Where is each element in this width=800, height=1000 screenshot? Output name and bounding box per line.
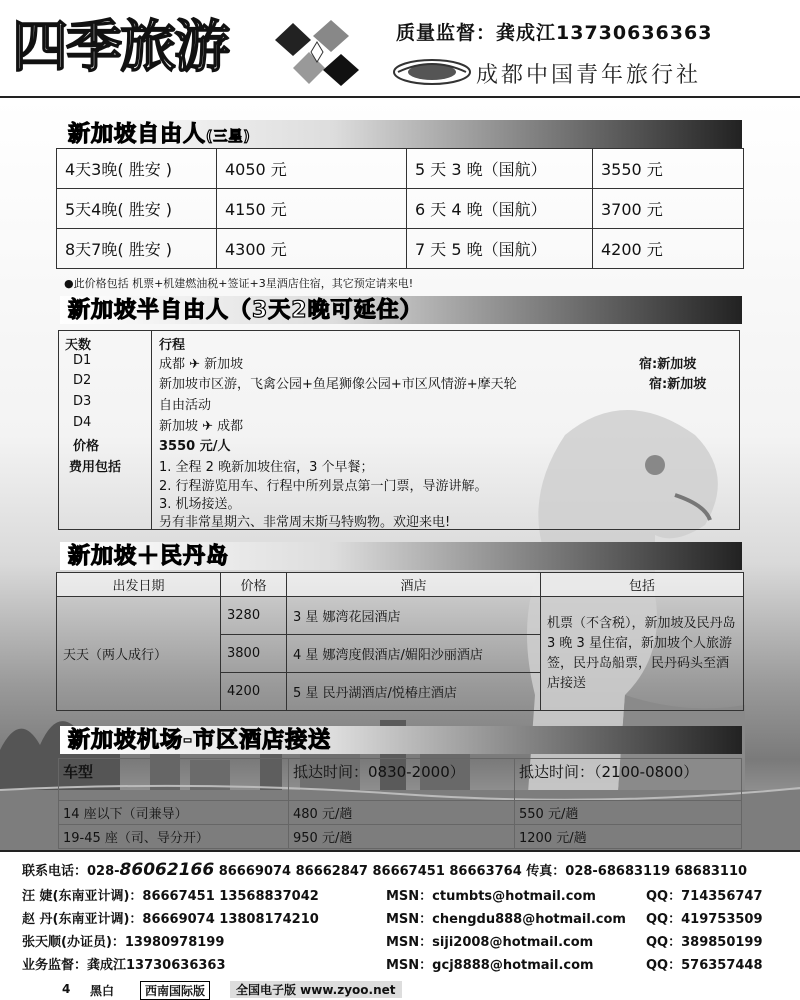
quality-supervisor: 质量监督：龚成江13730636363	[396, 22, 713, 44]
transfer-table	[58, 758, 742, 849]
color-label: 黑白	[90, 984, 115, 998]
table-cell: 4300 元	[217, 229, 407, 269]
section-title-transfer: 新加坡机场-市区酒店接送	[68, 728, 332, 753]
bintan-table	[56, 572, 744, 711]
agency-name: 成都中国青年旅行社	[476, 63, 702, 88]
table-cell: 4天3晚( 胜安 )	[57, 149, 217, 189]
contact-name: 赵 丹(东南亚计调)：86669074 13808174210	[22, 912, 319, 927]
column-header: 出发日期	[57, 573, 221, 597]
day-itinerary: 自由活动	[159, 398, 212, 413]
table-header-row	[59, 759, 742, 801]
phone-rest: 86669074 86662847 86667451 86663764 传真：028-68683119 68683110	[218, 864, 748, 879]
contact-name: 业务监督：龚成江13730636363	[22, 958, 226, 973]
days-header: 天数	[65, 338, 92, 353]
table-row	[57, 597, 744, 635]
free-tour-subtitle: (三星)	[206, 129, 251, 145]
page-header	[0, 0, 800, 98]
includes-label: 费用包括	[69, 460, 122, 475]
departure-date: 天天（两人成行）	[57, 597, 221, 711]
day-itinerary: 新加坡市区游，飞禽公园+鱼尾狮像公园+市区风情游+摩天轮	[159, 377, 517, 392]
contact-qq: QQ：419753509	[646, 912, 763, 927]
contact-msn: MSN：ctumbts@hotmail.com	[386, 889, 596, 904]
table-header-row	[57, 573, 744, 597]
table-cell: 550 元/趟	[515, 801, 742, 825]
table-cell: 5天4晚( 胜安 )	[57, 189, 217, 229]
column-divider	[151, 331, 152, 529]
includes-line: 另有非常星期六、非常周末斯马特购物。欢迎来电!	[159, 515, 451, 530]
price-value: 3550 元/人	[159, 439, 231, 454]
table-row	[59, 825, 742, 849]
table-cell: 4050 元	[217, 149, 407, 189]
section-title-semi-free: 新加坡半自由人（3天2晚可延住）	[68, 298, 423, 323]
day-label: D3	[73, 394, 92, 409]
table-row	[57, 189, 744, 229]
table-cell: 5 天 3 晚（国航）	[407, 149, 593, 189]
agency-logo-icon	[392, 58, 472, 86]
table-cell: 3550 元	[593, 149, 744, 189]
price-cell: 3800	[221, 635, 287, 673]
phone-main: 86062166	[119, 860, 215, 880]
free-tour-title: 新加坡自由人	[68, 122, 207, 147]
section-title-free-tour	[68, 117, 251, 148]
brand-title: 四季旅游	[12, 14, 228, 80]
day-itinerary: 成都 ✈ 新加坡	[159, 357, 244, 372]
table-cell: 8天7晚( 胜安 )	[57, 229, 217, 269]
column-header: 车型	[59, 759, 289, 801]
column-header: 包括	[541, 573, 744, 597]
table-row	[57, 149, 744, 189]
free-tour-price-table	[56, 148, 744, 269]
day-label: D1	[73, 353, 92, 368]
hotel-cell: 4 星 娜湾度假酒店/媚阳沙丽酒店	[287, 635, 541, 673]
contact-msn: MSN：siji2008@hotmail.com	[386, 935, 594, 950]
column-header: 抵达时间：0830-2000）	[289, 759, 515, 801]
semi-free-itinerary-box	[58, 330, 740, 530]
price-label: 价格	[73, 439, 100, 454]
section-title-bintan: 新加坡＋民丹岛	[68, 544, 230, 569]
table-cell: 14 座以下（司兼导）	[59, 801, 289, 825]
column-header: 酒店	[287, 573, 541, 597]
table-cell: 1200 元/趟	[515, 825, 742, 849]
day-stay: 宿:新加坡	[649, 377, 707, 392]
hotel-cell: 3 星 娜湾花园酒店	[287, 597, 541, 635]
itinerary-header: 行程	[159, 338, 186, 353]
price-cell: 4200	[221, 673, 287, 711]
includes-cell: 机票（不含税），新加坡及民丹岛 3 晚 3 星住宿，新加坡个人旅游签，民丹岛船票，民丹码头至酒店接送	[541, 597, 744, 711]
includes-line: 1. 全程 2 晚新加坡住宿，3 个早餐；	[159, 460, 374, 475]
table-row	[57, 229, 744, 269]
table-cell: 6 天 4 晚（国航）	[407, 189, 593, 229]
table-cell: 7 天 5 晚（国航）	[407, 229, 593, 269]
contact-qq: QQ：576357448	[646, 958, 763, 973]
contact-msn: MSN：chengdu888@hotmail.com	[386, 912, 626, 927]
includes-line: 2. 行程游览用车、行程中所列景点第一门票，导游讲解。	[159, 479, 488, 494]
hotel-cell: 5 星 民丹湖酒店/悦椿庄酒店	[287, 673, 541, 711]
diamond-logo-icon	[275, 18, 361, 88]
contact-name: 张天顺(办证员)：13980978199	[22, 935, 225, 950]
table-cell: 19-45 座（司、导分开）	[59, 825, 289, 849]
table-cell: 4200 元	[593, 229, 744, 269]
table-cell: 3700 元	[593, 189, 744, 229]
edition-label: 西南国际版	[140, 981, 210, 1000]
table-cell: 480 元/趟	[289, 801, 515, 825]
includes-line: 3. 机场接送。	[159, 497, 241, 512]
table-cell: 950 元/趟	[289, 825, 515, 849]
free-tour-note: ●此价格包括 机票+机建燃油税+签证+3星酒店住宿，其它预定请来电!	[64, 277, 414, 290]
price-cell: 3280	[221, 597, 287, 635]
column-header: 抵达时间：（2100-0800）	[515, 759, 742, 801]
site-label: 全国电子版 www.zyoo.net	[230, 981, 402, 998]
table-row	[59, 801, 742, 825]
day-stay: 宿:新加坡	[639, 357, 697, 372]
day-label: D2	[73, 373, 92, 388]
column-header: 价格	[221, 573, 287, 597]
day-itinerary: 新加坡 ✈ 成都	[159, 419, 244, 434]
contact-footer	[0, 850, 800, 980]
table-cell: 4150 元	[217, 189, 407, 229]
day-label: D4	[73, 415, 92, 430]
contact-msn: MSN：gcj8888@hotmail.com	[386, 958, 594, 973]
contact-qq: QQ：389850199	[646, 935, 763, 950]
contact-name: 汪 婕(东南亚计调)：86667451 13568837042	[22, 889, 319, 904]
page-number: 4	[62, 982, 71, 996]
contact-qq: QQ：714356747	[646, 889, 763, 904]
phone-label: 联系电话：028-	[22, 864, 120, 879]
phone-line	[22, 860, 747, 880]
page-footer-strip	[0, 980, 800, 1000]
